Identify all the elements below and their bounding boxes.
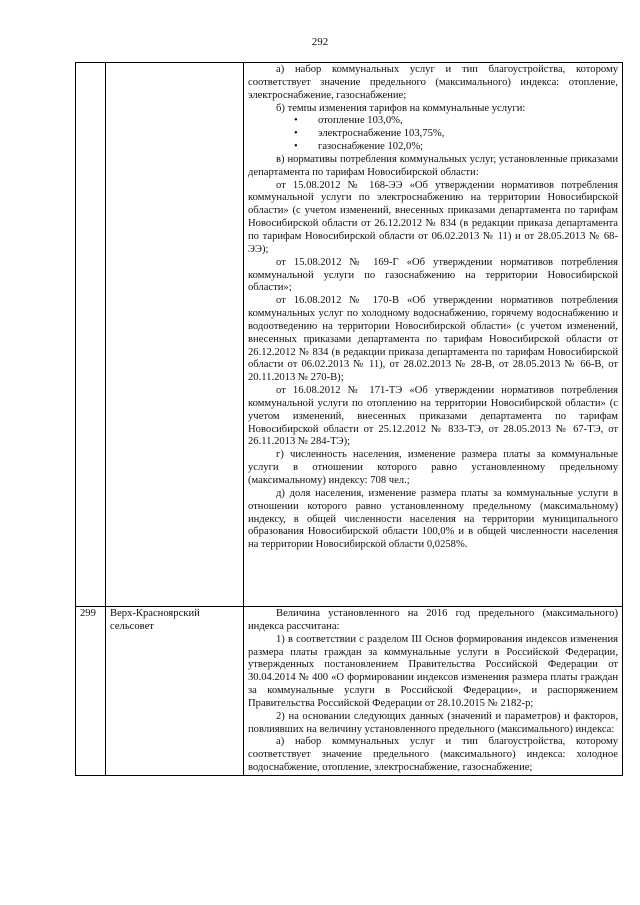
paragraph: Величина установленного на 2016 год предельного (максимального) индекса рассчитана: [248,608,618,632]
description-cell [244,607,623,776]
paragraph: от 15.08.2012 № 168-ЭЭ «Об утверждении нормативов потребления коммунальной услуги по электроснабжению на территории Новосибирской области» (с учетом изменений, внесенных приказами департамента по тарифам Новосибирской области от 26.12.2012 № 834 (в редакции приказа департамента по тарифам Новосибирской области от 06.02.2013 № 11) и от 28.05.2013 № 68-ЭЭ); [248,179,618,255]
paragraph: г) численность населения, изменение размера платы за коммунальные услуги в отношении которого равно установленному предельному (максимальному) индексу: 708 чел.; [248,449,618,486]
municipality-cell [106,63,244,607]
list-item: • газоснабжение 102,0%; [294,141,618,154]
paragraph: от 15.08.2012 № 169-Г «Об утверждении нормативов потребления коммунальной услуги по газоснабжению на территории Новосибирской области»; [248,256,618,294]
list-item: • отопление 103,0%, [294,115,618,128]
municipality-cell: Верх-Красноярский сельсовет [106,607,244,776]
document-table [75,62,623,776]
paragraph: от 16.08.2012 № 170-В «Об утверждении нормативов потребления коммунальных услуг по холодному водоснабжению, горячему водоснабжению и водоотведению на территории Новосибирской области» (с учетом изменений, внесенных приказами департамента по тарифам Новосибирской области от 26.12.2012 № 834 (в редакции приказа департамента по тарифам Новосибирской области от 06.02.2013 № 11), от 28.02.2013 № 28-В, от 28.05.2013 № 66-В, от 20.11.2013 № 270-В); [248,295,618,384]
row-number-cell: 299 [76,607,106,776]
paragraph: а) набор коммунальных услуг и тип благоустройства, которому соответствует значение предельного (максимального) индекса: отопление, электроснабжение, газоснабжение; [248,64,618,101]
paragraph: 1) в соответствии с разделом III Основ формирования индексов изменения размера платы граждан за коммунальные услуги в Российской Федерации, утвержденных постановлением Правительства Российской Федерации от 30.04.2014 № 400 «О формировании индексов изменения размера платы граждан за коммунальные услуги в Российской Федерации», и распоряжением Правительства Российской Федерации от 28.10.2015 № 2182-р; [248,633,618,709]
list-item: • электроснабжение 103,75%, [294,128,618,141]
description-cell [244,63,623,607]
tariff-list [248,115,618,154]
paragraph: от 16.08.2012 № 171-ТЭ «Об утверждении нормативов потребления коммунальной услуги по отоплению на территории Новосибирской области» (с учетом изменений, внесенных приказами департамента по тарифам Новосибирской области от 25.12.2012 № 833-ТЭ, от 28.05.2013 № 67-ТЭ, от 26.11.2013 № 284-ТЭ); [248,385,618,448]
paragraph: б) темпы изменения тарифов на коммунальные услуги: [276,102,526,114]
table-row [76,63,623,607]
paragraph: а) набор коммунальных услуг и тип благоустройства, которому соответствует значение предельного (максимального) индекса: холодное водоснабжение, отопление, электроснабжение, газоснабжение; [248,736,618,774]
page-number: 292 [311,36,329,48]
paragraph: в) нормативы потребления коммунальных услуг, установленные приказами департамента по тарифам Новосибирской области: [248,153,618,178]
row-number-cell [76,63,106,607]
paragraph: д) доля населения, изменение размера платы за коммунальные услуги в отношении которого равно установленному предельному (максимальному) индексу, в общей численности населения на территории муниципального образования Новосибирской области 100,0% и в общей численности населения на территории Новосибирской области 0,0258%. [248,487,618,551]
paragraph: 2) на основании следующих данных (значений и параметров) и факторов, повлиявших на величину установленного предельного (максимального) индекса: [248,710,618,735]
table-row [76,607,623,776]
